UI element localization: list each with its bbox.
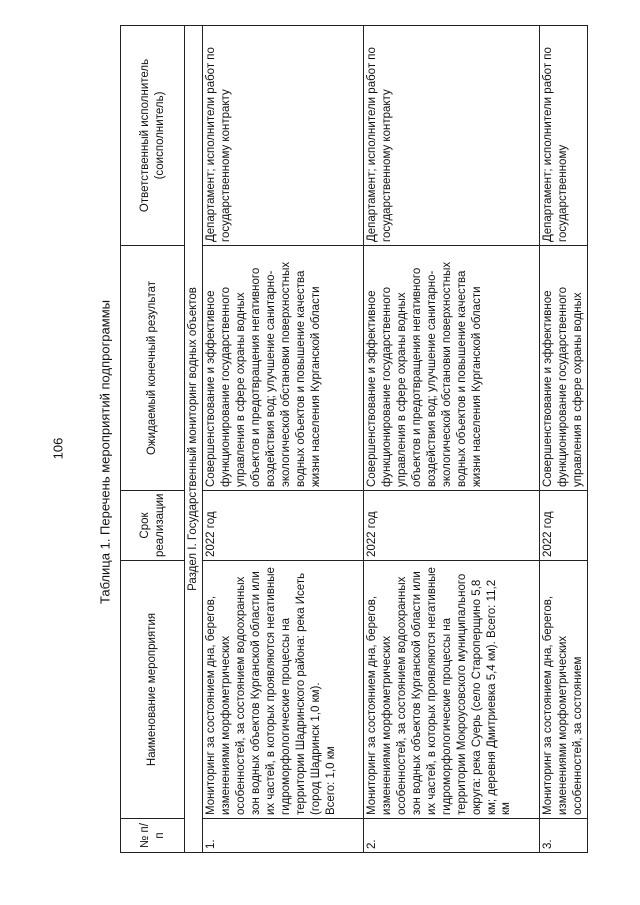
- rotated-table-container: [120, 26, 584, 853]
- header-executor: Ответственный исполнитель (соисполнитель): [121, 26, 185, 246]
- row-result: Совершенствование и эффективное функционирование государственного управления в сфере охраны водных объектов и предотвращения негативного воздействия вод; улучшение санитарно-экологической обстановки поверхностных водных объектов и повышение качества жизни населения Курганской области: [364, 246, 540, 491]
- row-result: Совершенствование и эффективное функционирование государственного управления в сфере охраны водных: [540, 246, 588, 491]
- table-caption-wrap: [95, 272, 115, 632]
- row-num: 3.: [540, 819, 588, 853]
- row-name: Мониторинг за состоянием дна, берегов, изменениями морфометрических особенностей, за состоянием водоохранных зон водных объектов Курганской области или их частей, в которых проявляются негативные гидроморфологические процессы на территории Мокроусовского муниципального округа: река Суерь (село Староперщино 5,8 км; деревня Дмитриевка 5,4 км). Всего: 11,2 км: [364, 561, 540, 819]
- row-executor: Департамент; исполнители работ по государственному контракту: [203, 26, 364, 246]
- section-row: [185, 26, 203, 853]
- row-result: Совершенствование и эффективное функционирование государственного управления в сфере охраны водных объектов и предотвращения негативного воздействия вод; улучшение санитарно-экологической обстановки поверхностных водных объектов и повышение качества жизни населения Курганской области: [203, 246, 364, 491]
- table-row: [364, 26, 540, 853]
- table-row: [203, 26, 364, 853]
- header-result: Ожидаемый конечный результат: [121, 246, 185, 491]
- row-name: Мониторинг за состоянием дна, берегов, изменениями морфометрических особенностей, за состоянием: [540, 561, 588, 819]
- row-num: 1.: [203, 819, 364, 853]
- row-term: 2022 год: [364, 491, 540, 561]
- table-caption: Таблица 1. Перечень мероприятий подпрограммы: [97, 300, 113, 604]
- row-name-total: Всего: 1,0 км: [324, 746, 337, 815]
- header-name: Наименование мероприятия: [121, 561, 185, 819]
- table-header-row: [121, 26, 185, 853]
- header-term: Срок реализации: [121, 491, 185, 561]
- measures-table: [120, 25, 588, 853]
- row-name-cell: [203, 561, 364, 819]
- header-num: № п/п: [121, 819, 185, 853]
- row-term: 2022 год: [540, 491, 588, 561]
- row-num: 2.: [364, 819, 540, 853]
- section-title: Раздел I. Государственный мониторинг водных объектов: [185, 26, 203, 853]
- page-number: 106: [50, 437, 66, 460]
- row-name: Мониторинг за состоянием дна, берегов, изменениями морфометрических особенностей, за состоянием водоохранных зон водных объектов Курганской области или их частей, в которых проявляются негативные гидроморфологические процессы на территории Шадринского района: река Исеть (город Шадринск 1,0 км).: [205, 567, 322, 815]
- table-row: [540, 26, 588, 853]
- row-term: 2022 год: [203, 491, 364, 561]
- row-executor: Департамент; исполнители работ по государственному контракту: [364, 26, 540, 246]
- row-executor: Департамент; исполнители работ по государственному: [540, 26, 588, 246]
